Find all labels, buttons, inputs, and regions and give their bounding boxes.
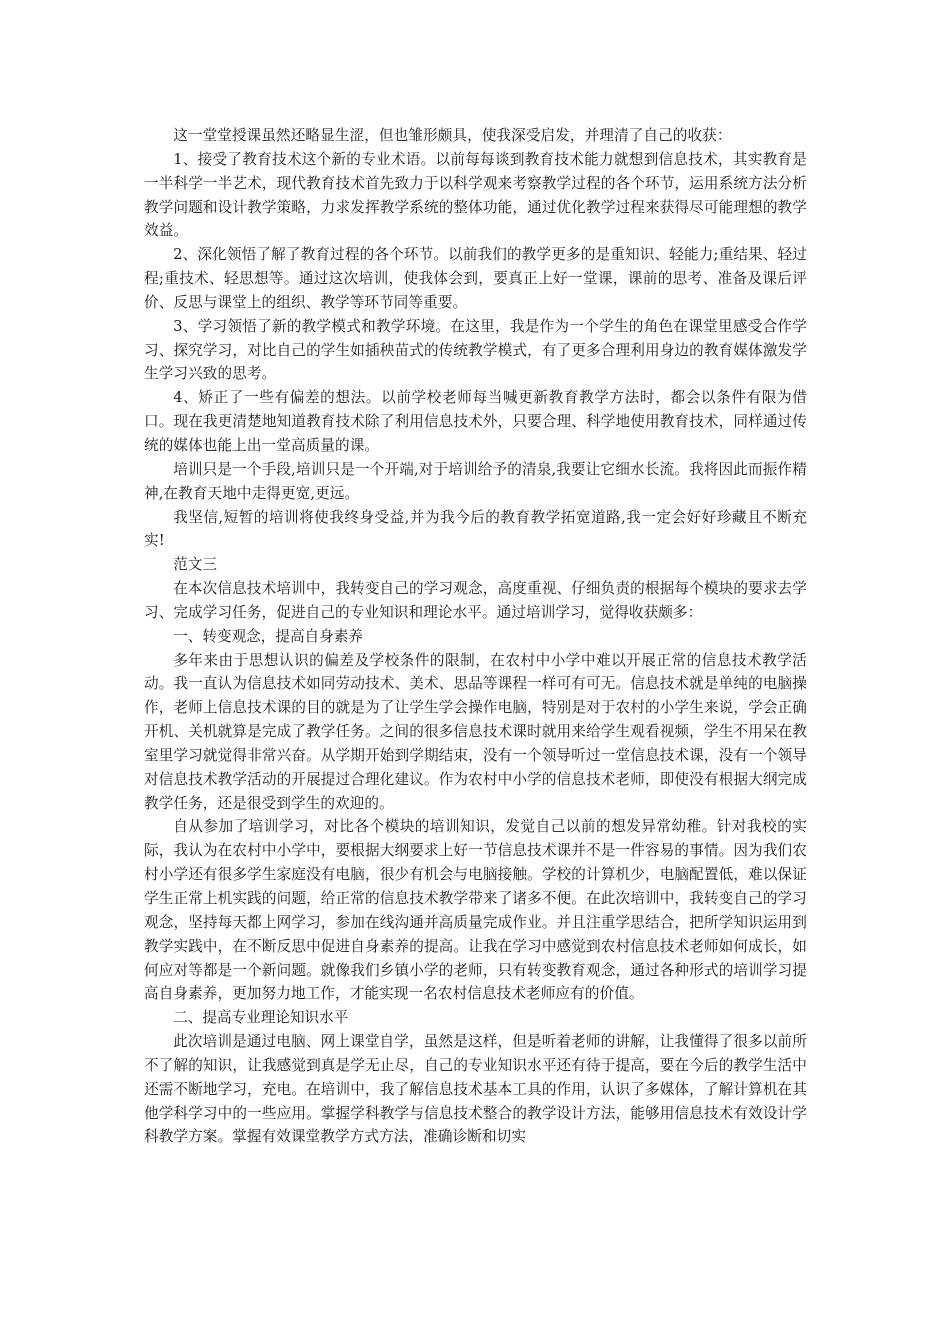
document-page (144, 124, 807, 1149)
training-paragraph: 培训只是一个手段,培训只是一个开端,对于培训给予的清泉,我要让它细水长流。我将因此而振作精神,在教育天地中走得更宽,更远。 (144, 460, 807, 502)
subheading-professional-theory: 二、提高专业理论知识水平 (173, 1009, 349, 1027)
belief-paragraph: 我坚信,短暂的培训将使我终身受益,并为我今后的教育教学拓宽道路,我一定会好好珍藏且不断充实! (144, 508, 807, 550)
intro-paragraph: 这一堂堂授课虽然还略显生涩，但也雏形颇具，使我深受启发，并理清了自己的收获： (173, 127, 732, 144)
point-2-paragraph: 2、深化领悟了解了教育过程的各个环节。以前我们的教学更多的是重知识、轻能力;重结果、轻过程;重技术、轻思想等。通过这次培训，使我体会到，要真正上好一堂课，课前的思考、准备及课后评价、反思与课堂上的组织、教学等环节同等重要。 (144, 246, 807, 311)
sample-three-intro-paragraph: 在本次信息技术培训中，我转变自己的学习观念，高度重视、仔细负责的根据每个模块的要求去学习、完成学习任务，促进自己的专业知识和理论水平。通过培训学习，觉得收获颇多： (144, 580, 807, 621)
section-title-sample-three: 范文三 (173, 556, 217, 574)
point-1-paragraph: 1、接受了教育技术这个新的专业术语。以前每每谈到教育技术能力就想到信息技术，其实教育是一半科学一半艺术，现代教育技术首先致力于以科学观来考察教学过程的各个环节，运用系统方法分析教学问题和设计教学策略，力求发挥教学系统的整体功能，通过优化教学过程来获得尽可能理想的教学效益。 (144, 150, 807, 240)
change-concept-paragraph-1: 多年来由于思想认识的偏差及学校条件的限制，在农村中小学中难以开展正常的信息技术教学活动。我一直认为信息技术如同劳动技术、美术、思品等课程一样可有可无。信息技术就是单纯的电脑操作，老师上信息技术课的目的就是为了让学生学会操作电脑，特别是对于农村的小学生来说，学会正确开机、关机就算是完成了教学任务。之间的很多信息技术课时就用来给学生观看视频，学生不用呆在教室里学习就觉得非常兴奋。从学期开始到学期结束，没有一个领导听过一堂信息技术课，没有一个领导对信息技术教学活动的开展提过合理化建议。作为农村中小学的信息技术老师，即使没有根据大纲完成教学任务，还是很受到学生的欢迎的。 (144, 651, 807, 812)
point-4-paragraph: 4、矫正了一些有偏差的想法。以前学校老师每当喊更新教育教学方法时，都会以条件有限为借口。现在我更清楚地知道教育技术除了利用信息技术外，只要合理、科学地使用教育技术，同样通过传统的媒体也能上出一堂高质量的课。 (144, 389, 807, 454)
change-concept-paragraph-2: 自从参加了培训学习，对比各个模块的培训知识，发觉自己以前的想发异常幼稚。针对我校的实际，我认为在农村中小学中，要根据大纲要求上好一节信息技术课并不是一件容易的事情。因为我们农村小学还有很多学生家庭没有电脑，很少有机会与电脑接触。学校的计算机少，电脑配置低，难以保证学生正常上机实践的问题，给正常的信息技术教学带来了诸多不便。在此次培训中，我转变自己的学习观念，坚持每天都上网学习，参加在线沟通并高质量完成作业。并且注重学思结合，把所学知识运用到教学实践中，在不断反思中促进自身素养的提高。让我在学习中感觉到农村信息技术老师如何成长，如何应对等都是一个新问题。就像我们乡镇小学的老师，只有转变教育观念，通过各种形式的培训学习提高自身素养，更加努力地工作，才能实现一名农村信息技术老师应有的价值。 (144, 818, 807, 1003)
subheading-change-concept: 一、转变观念，提高自身素养 (173, 627, 363, 645)
point-3-paragraph: 3、学习领悟了新的教学模式和教学环境。在这里，我是作为一个学生的角色在课堂里感受合作学习、探究学习，对比自己的学生如插秧苗式的传统教学模式，有了更多合理利用身边的教育媒体激发学生学习兴致的思考。 (144, 317, 807, 383)
professional-theory-paragraph: 此次培训是通过电脑、网上课堂自学，虽然是这样，但是听着老师的讲解，让我懂得了很多以前所不了解的知识，让我感觉到真是学无止尽，自己的专业知识水平还有待于提高，要在今后的教学生活中还需不断地学习，充电。在培训中，我了解信息技术基本工具的作用，认识了多媒体，了解计算机在其他学科学习中的一些应用。掌握学科教学与信息技术整合的教学设计方法，能够用信息技术有效设计学科教学方案。掌握有效课堂教学方式方法，准确诊断和切实 (144, 1033, 807, 1146)
